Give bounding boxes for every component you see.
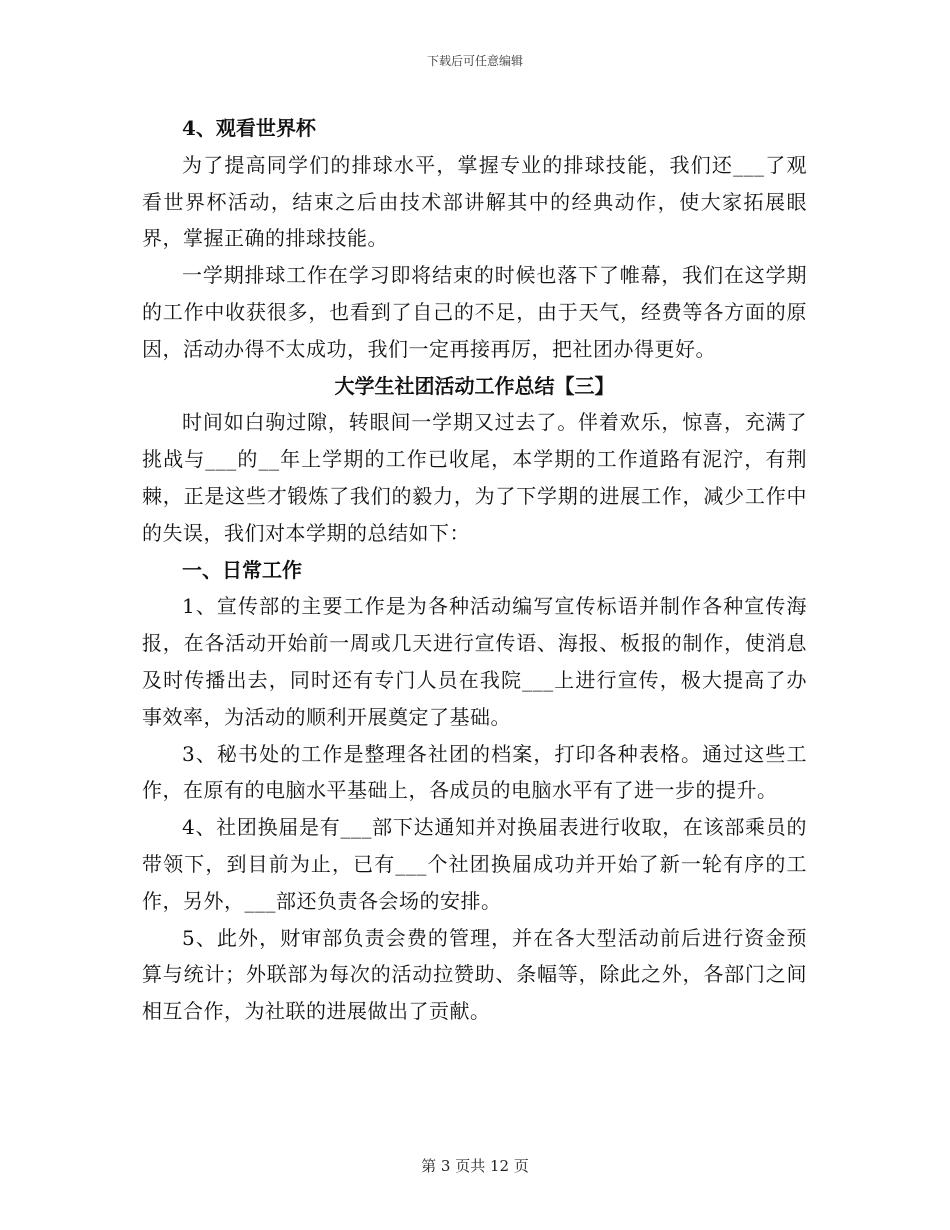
paragraph-7: 5、此外，财审部负责会费的管理，并在各大型活动前后进行资金预算与统计；外联部为每次的活动拉赞助、条幅等，除此之外，各部门之间相互合作，为社联的进展做出了贡献。 bbox=[142, 925, 807, 1024]
section-heading-4: 4、观看世界杯 bbox=[182, 116, 316, 140]
article-title: 大学生社团活动工作总结【三】 bbox=[334, 373, 615, 398]
paragraph-5: 3、秘书处的工作是整理各社团的档案，打印各种表格。通过这些工作，在原有的电脑水平基础上，各成员的电脑水平有了进一步的提升。 bbox=[142, 741, 807, 803]
paragraph-2: 一学期排球工作在学习即将结束的时候也落下了帷幕，我们在这学期的工作中收获很多，也看到了自己的不足，由于天气，经费等各方面的原因，活动办得不太成功，我们一定再接再厉，把社团办得更好。 bbox=[142, 263, 807, 361]
paragraph-6: 4、社团换届是有___部下达通知并对换届表进行收取，在该部乘员的带领下，到目前为止，已有___个社团换届成功并开始了新一轮有序的工作，另外，___部还负责各会场的安排。 bbox=[142, 815, 807, 913]
paragraph-4: 1、宣传部的主要工作是为各种活动编写宣传标语并制作各种宣传海报，在各活动开始前一周或几天进行宣传语、海报、板报的制作，使消息及时传播出去，同时还有专门人员在我院___上进行宣传，极大提高了办事效率，为活动的顺利开展奠定了基础。 bbox=[142, 594, 807, 729]
page-footer: 第 3 页共 12 页 bbox=[421, 1157, 529, 1175]
paragraph-1: 为了提高同学们的排球水平，掌握专业的排球技能，我们还___了观看世界杯活动，结束之后由技术部讲解其中的经典动作，使大家拓展眼界，掌握正确的排球技能。 bbox=[142, 152, 807, 251]
document-body bbox=[142, 110, 807, 1030]
page-header: 下载后可任意编辑 bbox=[426, 54, 523, 68]
section-heading-daily-work: 一、日常工作 bbox=[182, 557, 302, 582]
paragraph-3: 时间如白驹过隙，转眼间一学期又过去了。伴着欢乐，惊喜，充满了挑战与___的__年上学期的工作已收尾，本学期的工作道路有泥泞，有荆棘，正是这些才锻炼了我们的毅力，为了下学期的进展工作，减少工作中的失误，我们对本学期的总结如下： bbox=[142, 410, 807, 545]
